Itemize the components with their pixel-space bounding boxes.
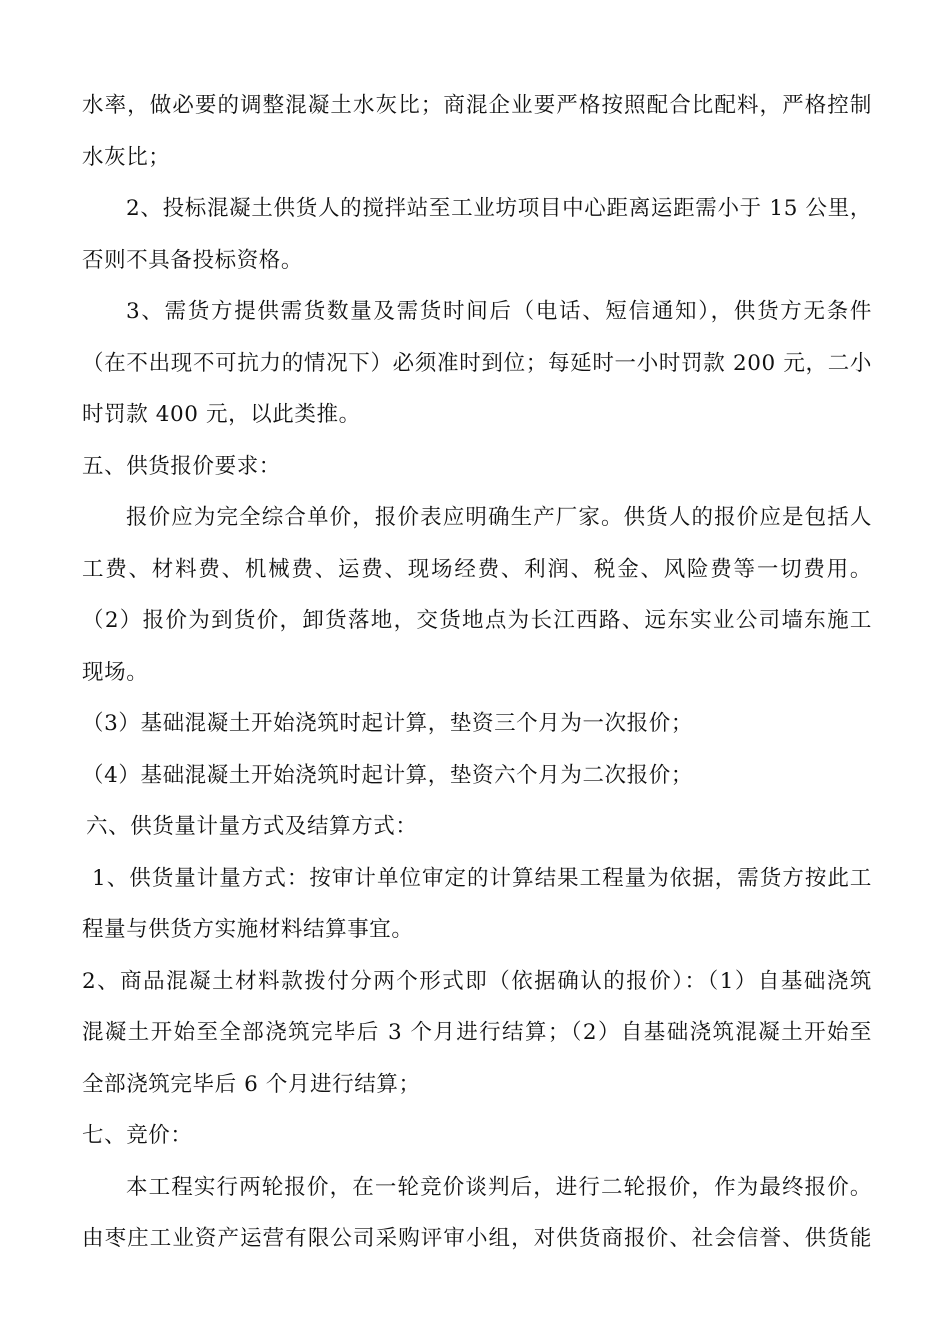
text-line: 2、投标混凝土供货人的搅拌站至工业坊项目中心距离运距需小于 15 公里，: [126, 196, 872, 221]
text-line: 2、商品混凝土材料款拨付分两个形式即（依据确认的报价）：（1）自基础浇筑: [82, 968, 872, 994]
section-heading: 七、竞价：: [82, 1123, 193, 1148]
text-line: 水率，做必要的调整混凝土水灰比；商混企业要严格按照配合比配料，严格控制: [82, 93, 872, 118]
text-line: 由枣庄工业资产运营有限公司采购评审小组，对供货商报价、社会信誉、供货能: [82, 1226, 872, 1251]
text-line: 3、需货方提供需货数量及需货时间后（电话、短信通知），供货方无条件: [126, 299, 872, 324]
text-line: （2）报价为到货价，卸货落地，交货地点为长江西路、远东实业公司墙东施工: [82, 608, 872, 633]
document-body: [82, 80, 872, 1265]
text-line: 全部浇筑完毕后 6 个月进行结算；: [82, 1071, 421, 1097]
section-heading: 五、供货报价要求：: [82, 453, 281, 479]
text-line: 现场。: [82, 659, 149, 685]
text-line: 程量与供货方实施材料结算事宜。: [82, 917, 414, 942]
text-line: 水灰比；: [82, 144, 171, 170]
text-line: 混凝土开始至全部浇筑完毕后 3 个月进行结算；（2）自基础浇筑混凝土开始至: [82, 1020, 872, 1045]
text-line: （4）基础混凝土开始浇筑时起计算，垫资六个月为二次报价；: [82, 762, 693, 788]
text-line: 工费、材料费、机械费、运费、现场经费、利润、税金、风险费等一切费用。: [82, 556, 872, 582]
text-line: 1、供货量计量方式：按审计单位审定的计算结果工程量为依据，需货方按此工: [92, 865, 872, 891]
section-heading: 六、供货量计量方式及结算方式：: [86, 814, 418, 839]
text-line: 时罚款 400 元，以此类推。: [82, 402, 361, 427]
text-line: （3）基础混凝土开始浇筑时起计算，垫资三个月为一次报价；: [82, 711, 693, 736]
text-line: 本工程实行两轮报价，在一轮竞价谈判后，进行二轮报价，作为最终报价。: [126, 1174, 872, 1200]
text-line: 否则不具备投标资格。: [82, 247, 304, 273]
text-line: 报价应为完全综合单价，报价表应明确生产厂家。供货人的报价应是包括人: [126, 505, 872, 530]
text-line: （在不出现不可抗力的情况下）必须准时到位；每延时一小时罚款 200 元，二小: [82, 350, 872, 376]
